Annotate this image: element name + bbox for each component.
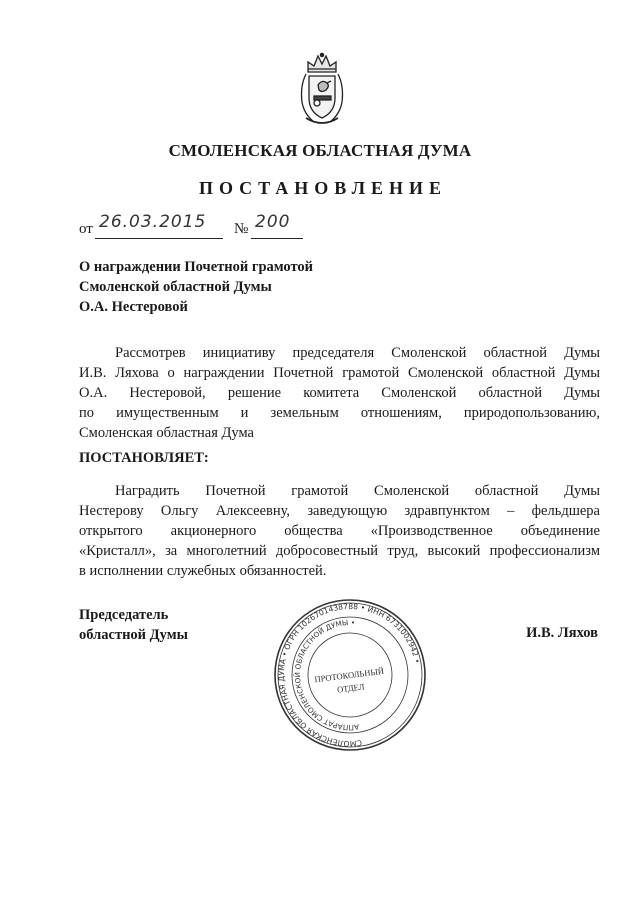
signatory-name: И.В. Ляхов (526, 625, 598, 641)
seal-inner-text: АППАРАТ СМОЛЕНСКОЙ ОБЛАСТНОЙ ДУМЫ • (292, 617, 360, 733)
preamble-line: О.А. Нестеровой, решение комитета Смоленской областной Думы (79, 385, 600, 401)
handwritten-date: 26.03.2015 (99, 212, 207, 232)
number-prefix: № (234, 221, 249, 237)
official-seal-stamp (272, 597, 428, 753)
preamble-line: по имущественным и земельным отношениям, природопользованию, (79, 405, 600, 421)
subject-line: О.А. Нестеровой (79, 299, 188, 315)
seal-center-line: ОТДЕЛ (336, 681, 365, 695)
seal-outer-text: СМОЛЕНСКАЯ ОБЛАСТНАЯ ДУМА • ОГРН 1026701438788 • ИНН 6731002942 • (276, 601, 422, 749)
resolution-line: Нестерову Ольгу Алексеевну, заведующую здравпунктом – фельдшера (79, 503, 600, 519)
seal-center-line: ПРОТОКОЛЬНЫЙ (313, 665, 385, 685)
coat-of-arms-emblem (294, 52, 350, 128)
preamble-line: Рассмотрев инициативу председателя Смоленской областной Думы (115, 345, 600, 361)
resolves-heading: ПОСТАНОВЛЯЕТ: (79, 450, 209, 466)
resolution-line: «Кристалл», за многолетний добросовестный труд, высокий профессионализм (79, 543, 600, 559)
subject-line: Смоленской областной Думы (79, 279, 272, 295)
preamble-paragraph (79, 343, 600, 443)
resolution-paragraph (79, 481, 600, 581)
preamble-line: И.В. Ляхова о награждении Почетной грамотой Смоленской областной Думы (79, 365, 600, 381)
organization-title: СМОЛЕНСКАЯ ОБЛАСТНАЯ ДУМА (168, 141, 472, 160)
date-underline (95, 238, 223, 239)
document-type-title: ПОСТАНОВЛЕНИЕ (198, 178, 448, 198)
resolution-line: в исполнении служебных обязанностей. (79, 563, 327, 579)
preamble-line: Смоленская областная Дума (79, 425, 254, 441)
subject-line: О награждении Почетной грамотой (79, 259, 314, 275)
resolution-line: открытого акционерного общества «Производственное объединение (79, 523, 600, 539)
signatory-title-line: областной Думы (79, 627, 188, 643)
number-underline (251, 238, 303, 239)
resolution-line: Наградить Почетной грамотой Смоленской областной Думы (115, 483, 600, 499)
date-prefix: от (79, 221, 93, 237)
signatory-title-line: Председатель (79, 607, 169, 623)
signatory-title (79, 605, 188, 645)
document-subject (79, 257, 313, 317)
handwritten-number: 200 (255, 212, 291, 232)
